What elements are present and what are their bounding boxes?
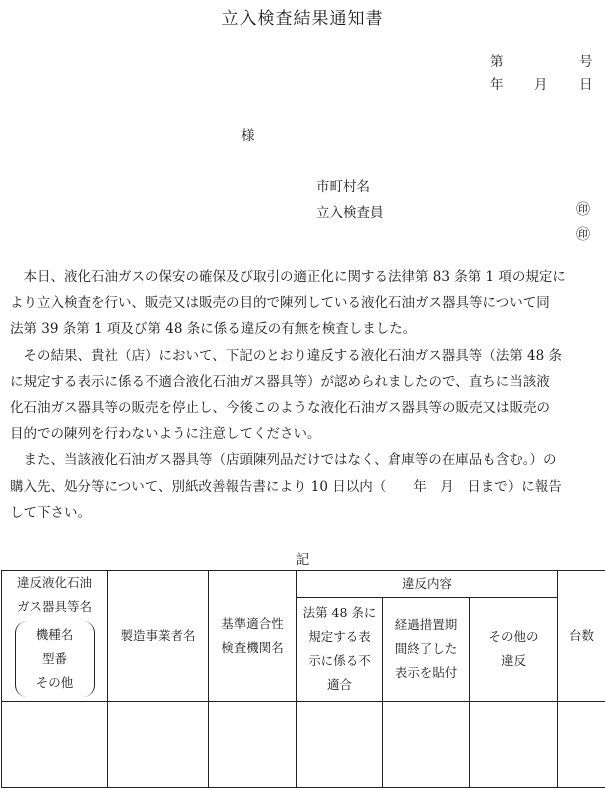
header-line: 法第 48 条に xyxy=(303,605,377,620)
header-testing-body xyxy=(209,571,297,702)
inspector-label: 立入検査員 xyxy=(316,201,384,221)
line: 化石油ガス器具等の販売を停止し、今後このような液化石油ガス器具等の販売又は販売の xyxy=(10,400,550,416)
header-line: 経過措置期 xyxy=(395,617,458,632)
header-line: 示に係る不 xyxy=(308,653,371,668)
paragraph-2 xyxy=(10,343,598,448)
table-cell[interactable] xyxy=(209,702,297,788)
addressee-suffix: 様 xyxy=(241,124,255,144)
header-line: 適合 xyxy=(327,677,352,692)
table-cell[interactable] xyxy=(558,702,605,788)
table-cell[interactable] xyxy=(108,702,209,788)
number-prefix: 第 xyxy=(490,50,504,70)
table-cell[interactable] xyxy=(2,702,108,788)
header-violation-art48 xyxy=(297,597,383,701)
header-line: 規定する表 xyxy=(308,629,371,644)
header-line: その他の xyxy=(489,629,539,644)
day-label: 日 xyxy=(579,73,593,93)
line: その結果、貴社（店）において、下記のとおり違反する液化石油ガス器具等（法第 48 条 xyxy=(10,348,562,364)
paragraph-1 xyxy=(10,264,598,343)
header-line: 表示を貼付 xyxy=(395,665,458,680)
bracket-group xyxy=(15,621,95,697)
number-suffix: 号 xyxy=(579,50,593,70)
header-violation-transitional xyxy=(383,597,470,701)
header-count: 台数 xyxy=(558,571,605,702)
seal-mark-2: ㊞ xyxy=(576,224,590,244)
header-line: 違反液化石油 xyxy=(17,575,92,590)
bracket-line: その他 xyxy=(36,675,74,690)
month-label: 月 xyxy=(534,73,548,93)
header-line: 間終了した xyxy=(395,641,458,656)
notice-body xyxy=(10,264,598,526)
table-cell[interactable] xyxy=(297,702,383,788)
bracket-line: 機種名 xyxy=(36,627,74,642)
table-cell[interactable] xyxy=(383,702,470,788)
header-manufacturer: 製造事業者名 xyxy=(108,571,209,702)
header-line: ガス器具等名 xyxy=(17,599,92,614)
bracket-line: 型番 xyxy=(42,651,67,666)
header-line: 基準適合性 xyxy=(221,616,284,631)
ki-label: 記 xyxy=(0,548,605,568)
header-violation: 違反内容 xyxy=(297,571,558,598)
line: に規定する表示に係る不適合液化石油ガス器具等）が認められましたので、直ちに当該液 xyxy=(10,374,550,390)
header-violation-other xyxy=(470,597,558,701)
line: 購入先、処分等について、別紙改善報告書により 10 日以内（ 年 月 日まで）に報告 xyxy=(10,479,562,495)
header-item-name xyxy=(2,571,108,702)
line: また、当該液化石油ガス器具等（店頭陳列品だけではなく、倉庫等の在庫品も含む。）の xyxy=(10,452,556,468)
year-label: 年 xyxy=(490,73,504,93)
header-line: 違反 xyxy=(501,653,526,668)
municipality-label: 市町村名 xyxy=(316,175,370,195)
violation-table xyxy=(1,570,605,788)
document-title: 立入検査結果通知書 xyxy=(0,4,605,29)
header-line: 検査機関名 xyxy=(221,640,284,655)
table-row xyxy=(2,702,605,788)
table-cell[interactable] xyxy=(470,702,558,788)
line: 法第 39 条第 1 項及び第 48 条に係る違反の有無を検査しました。 xyxy=(10,321,416,337)
line: 本日、液化石油ガスの保安の確保及び取引の適正化に関する法律第 83 条第 1 項の規定に xyxy=(10,269,566,285)
line: 目的での陳列を行わないように注意してください。 xyxy=(10,426,321,442)
line: より立入検査を行い、販売又は販売の目的で陳列している液化石油ガス器具等について同 xyxy=(10,295,550,311)
line: して下さい。 xyxy=(10,505,91,521)
paragraph-3 xyxy=(10,447,598,526)
seal-mark-1: ㊞ xyxy=(576,199,590,219)
